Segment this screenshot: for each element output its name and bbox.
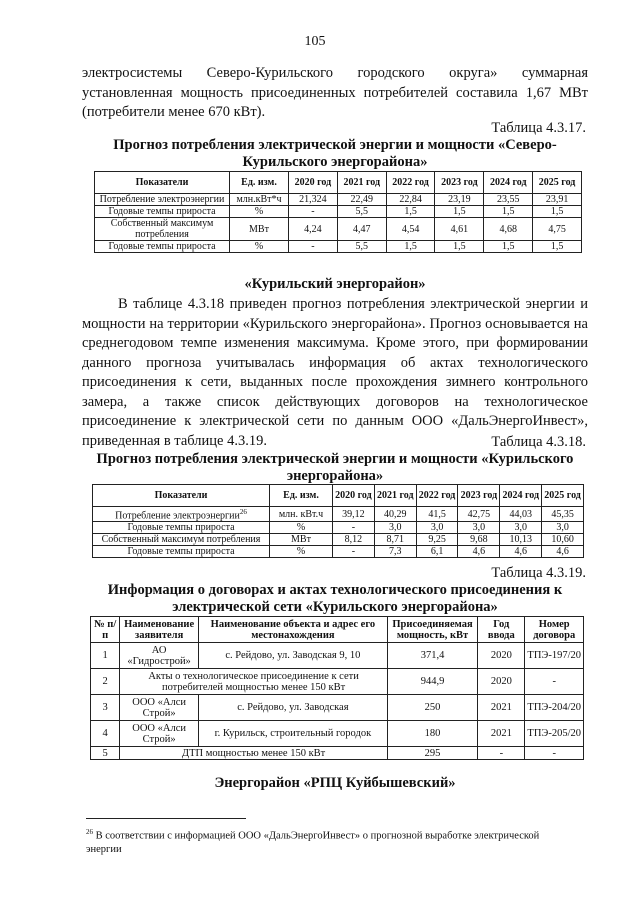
merged-description-cell: Акты о технологическое присоединение к сети потребителей мощностью менее 150 кВт bbox=[120, 669, 388, 695]
column-header: Показатели bbox=[93, 485, 270, 507]
merged-description-cell: ДТП мощностью менее 150 кВт bbox=[120, 747, 388, 760]
value-cell: 1,5 bbox=[484, 206, 533, 218]
footnote-number: 26 bbox=[86, 828, 93, 836]
column-header: Ед. изм. bbox=[270, 485, 333, 507]
value-cell: 8,12 bbox=[333, 534, 375, 546]
object-cell: с. Рейдово, ул. Заводская bbox=[198, 695, 387, 721]
value-cell: 4,75 bbox=[533, 218, 582, 241]
contract-cell: ТПЭ-204/20 bbox=[525, 695, 584, 721]
column-header: 2022 год bbox=[416, 485, 458, 507]
table-row bbox=[95, 241, 582, 253]
footnote-divider bbox=[86, 818, 246, 819]
year-cell: - bbox=[478, 747, 525, 760]
applicant-cell: ООО «Алси Строй» bbox=[120, 721, 199, 747]
value-cell: 4,24 bbox=[289, 218, 338, 241]
value-cell: 3,0 bbox=[458, 522, 500, 534]
table-row bbox=[93, 534, 584, 546]
table-caption-4-3-18: Таблица 4.3.18. bbox=[491, 434, 586, 450]
value-cell: 23,91 bbox=[533, 194, 582, 206]
power-cell: 250 bbox=[387, 695, 477, 721]
value-cell: 1,5 bbox=[484, 241, 533, 253]
value-cell: 21,324 bbox=[289, 194, 338, 206]
column-header: Присоединяемая мощность, кВт bbox=[387, 617, 477, 643]
unit-cell: МВт bbox=[270, 534, 333, 546]
applicant-cell: ООО «Алси Строй» bbox=[120, 695, 199, 721]
value-cell: 1,5 bbox=[533, 206, 582, 218]
table-row bbox=[95, 206, 582, 218]
row-number: 2 bbox=[91, 669, 120, 695]
value-cell: 3,0 bbox=[542, 522, 584, 534]
value-cell: 44,03 bbox=[500, 507, 542, 522]
row-number: 4 bbox=[91, 721, 120, 747]
column-header: Наименование объекта и адрес его местонахождения bbox=[198, 617, 387, 643]
value-cell: 8,71 bbox=[374, 534, 416, 546]
body-paragraph: В таблице 4.3.18 приведен прогноз потребления электрической энергии и мощности на территории «Курильского энергорайона». Прогноз основывается на среднегодовом темпе изменения максимума. Кроме этого, при формировании данного прогноза учитывалась информация об актах технологического присоединения к сети, выданных после прохождения зимнего контрольного замера, а также список действующих договоров на технологическое присоединение к электрической сети по данным ООО «ДальЭнергоИнвест», приведенная в таблице 4.3.19. bbox=[82, 296, 588, 449]
table-row bbox=[93, 522, 584, 534]
value-cell: 7,3 bbox=[374, 546, 416, 558]
value-cell: 9,25 bbox=[416, 534, 458, 546]
column-header: Наименование заявителя bbox=[120, 617, 199, 643]
column-header: 2022 год bbox=[386, 172, 435, 194]
year-cell: 2020 bbox=[478, 669, 525, 695]
value-cell: 1,5 bbox=[386, 241, 435, 253]
row-label: Потребление электроэнергии$^{26}$ bbox=[93, 507, 270, 522]
column-header: 2023 год bbox=[435, 172, 484, 194]
power-cell: 295 bbox=[387, 747, 477, 760]
intro-paragraph: электросистемы Северо-Курильского городского округа» суммарная установленная мощность присоединенных потребителей составила 1,67 МВт (потребители менее 670 кВт). bbox=[82, 65, 588, 120]
power-cell: 944,9 bbox=[387, 669, 477, 695]
value-cell: 4,6 bbox=[458, 546, 500, 558]
column-header: Ед. изм. bbox=[230, 172, 289, 194]
column-header: Номер договора bbox=[525, 617, 584, 643]
page-number: 105 bbox=[304, 34, 326, 49]
column-header: Год ввода bbox=[478, 617, 525, 643]
value-cell: 4,6 bbox=[500, 546, 542, 558]
row-label: Собственный максимум потребления bbox=[95, 218, 230, 241]
value-cell: 4,6 bbox=[542, 546, 584, 558]
unit-cell: % bbox=[230, 206, 289, 218]
row-label: Потребление электроэнергии bbox=[95, 194, 230, 206]
value-cell: - bbox=[289, 206, 338, 218]
value-cell: 4,47 bbox=[337, 218, 386, 241]
row-label: Годовые темпы прироста bbox=[95, 206, 230, 218]
table-row bbox=[95, 218, 582, 241]
table-caption-4-3-17: Таблица 4.3.17. bbox=[491, 120, 586, 136]
table-row bbox=[91, 721, 584, 747]
value-cell: 23,55 bbox=[484, 194, 533, 206]
value-cell: 4,61 bbox=[435, 218, 484, 241]
next-section-heading: Энергорайон «РПЦ Куйбышевский» bbox=[214, 775, 456, 791]
section-heading: «Курильский энергорайон» bbox=[244, 276, 426, 292]
year-cell: 2021 bbox=[478, 695, 525, 721]
unit-cell: % bbox=[230, 241, 289, 253]
table-caption-4-3-19: Таблица 4.3.19. bbox=[491, 565, 586, 581]
table-row bbox=[91, 695, 584, 721]
object-cell: с. Рейдово, ул. Заводская 9, 10 bbox=[198, 643, 387, 669]
row-number: 3 bbox=[91, 695, 120, 721]
value-cell: 3,0 bbox=[416, 522, 458, 534]
unit-cell: % bbox=[270, 546, 333, 558]
value-cell: 42,75 bbox=[458, 507, 500, 522]
value-cell: - bbox=[333, 546, 375, 558]
column-header: № п/п bbox=[91, 617, 120, 643]
row-label: Годовые темпы прироста bbox=[93, 546, 270, 558]
value-cell: - bbox=[333, 522, 375, 534]
column-header: 2020 год bbox=[333, 485, 375, 507]
row-number: 1 bbox=[91, 643, 120, 669]
unit-cell: % bbox=[270, 522, 333, 534]
value-cell: 1,5 bbox=[386, 206, 435, 218]
value-cell: 10,60 bbox=[542, 534, 584, 546]
footnote-mark: 26 bbox=[239, 508, 247, 516]
value-cell: 5,5 bbox=[337, 241, 386, 253]
value-cell: 10,13 bbox=[500, 534, 542, 546]
value-cell: 41,5 bbox=[416, 507, 458, 522]
value-cell: 4,68 bbox=[484, 218, 533, 241]
value-cell: 3,0 bbox=[374, 522, 416, 534]
year-cell: 2021 bbox=[478, 721, 525, 747]
table-row bbox=[91, 643, 584, 669]
value-cell: 9,68 bbox=[458, 534, 500, 546]
row-label: Собственный максимум потребления bbox=[93, 534, 270, 546]
column-header: 2024 год bbox=[484, 172, 533, 194]
unit-cell: МВт bbox=[230, 218, 289, 241]
year-cell: 2020 bbox=[478, 643, 525, 669]
column-header: 2020 год bbox=[289, 172, 338, 194]
value-cell: 22,84 bbox=[386, 194, 435, 206]
connection-contracts-table bbox=[90, 616, 584, 760]
forecast-table-kuril bbox=[92, 484, 584, 558]
column-header: 2025 год bbox=[542, 485, 584, 507]
footnote bbox=[86, 826, 576, 856]
value-cell: 22,49 bbox=[337, 194, 386, 206]
column-header: Показатели bbox=[95, 172, 230, 194]
table-row bbox=[93, 507, 584, 522]
table-row bbox=[91, 747, 584, 760]
table-title-4-3-17: Прогноз потребления электрической энергии и мощности «Северо-Курильского энергорайона» bbox=[113, 137, 557, 170]
column-header: 2023 год bbox=[458, 485, 500, 507]
forecast-table-north-kuril bbox=[94, 171, 582, 253]
contract-cell: - bbox=[525, 747, 584, 760]
contract-cell: ТПЭ-205/20 bbox=[525, 721, 584, 747]
value-cell: 40,29 bbox=[374, 507, 416, 522]
value-cell: 1,5 bbox=[533, 241, 582, 253]
value-cell: 39,12 bbox=[333, 507, 375, 522]
row-label: Годовые темпы прироста bbox=[93, 522, 270, 534]
table-title-4-3-18: Прогноз потребления электрической энергии и мощности «Курильского энергорайона» bbox=[96, 451, 574, 484]
power-cell: 180 bbox=[387, 721, 477, 747]
column-header: 2021 год bbox=[337, 172, 386, 194]
value-cell: 23,19 bbox=[435, 194, 484, 206]
footnote-text: В соответствии с информацией ООО «ДальЭнергоИнвест» о прогнозной выработке электрической энергии bbox=[86, 830, 540, 855]
value-cell: 4,54 bbox=[386, 218, 435, 241]
table-row bbox=[91, 669, 584, 695]
table-row bbox=[93, 546, 584, 558]
value-cell: 5,5 bbox=[337, 206, 386, 218]
contract-cell: - bbox=[525, 669, 584, 695]
row-label: Годовые темпы прироста bbox=[95, 241, 230, 253]
object-cell: г. Курильск, строительный городок bbox=[198, 721, 387, 747]
value-cell: 1,5 bbox=[435, 241, 484, 253]
value-cell: 3,0 bbox=[500, 522, 542, 534]
applicant-cell: АО «Гидрострой» bbox=[120, 643, 199, 669]
column-header: 2024 год bbox=[500, 485, 542, 507]
contract-cell: ТПЭ-197/20 bbox=[525, 643, 584, 669]
value-cell: 45,35 bbox=[542, 507, 584, 522]
row-number: 5 bbox=[91, 747, 120, 760]
value-cell: - bbox=[289, 241, 338, 253]
power-cell: 371,4 bbox=[387, 643, 477, 669]
unit-cell: млн.кВт*ч bbox=[230, 194, 289, 206]
table-title-4-3-19: Информация о договорах и актах технологического присоединения к электрической сети «Курильского энергорайона» bbox=[107, 582, 563, 615]
column-header: 2021 год bbox=[374, 485, 416, 507]
column-header: 2025 год bbox=[533, 172, 582, 194]
value-cell: 1,5 bbox=[435, 206, 484, 218]
unit-cell: млн. кВт.ч bbox=[270, 507, 333, 522]
table-row bbox=[95, 194, 582, 206]
value-cell: 6,1 bbox=[416, 546, 458, 558]
